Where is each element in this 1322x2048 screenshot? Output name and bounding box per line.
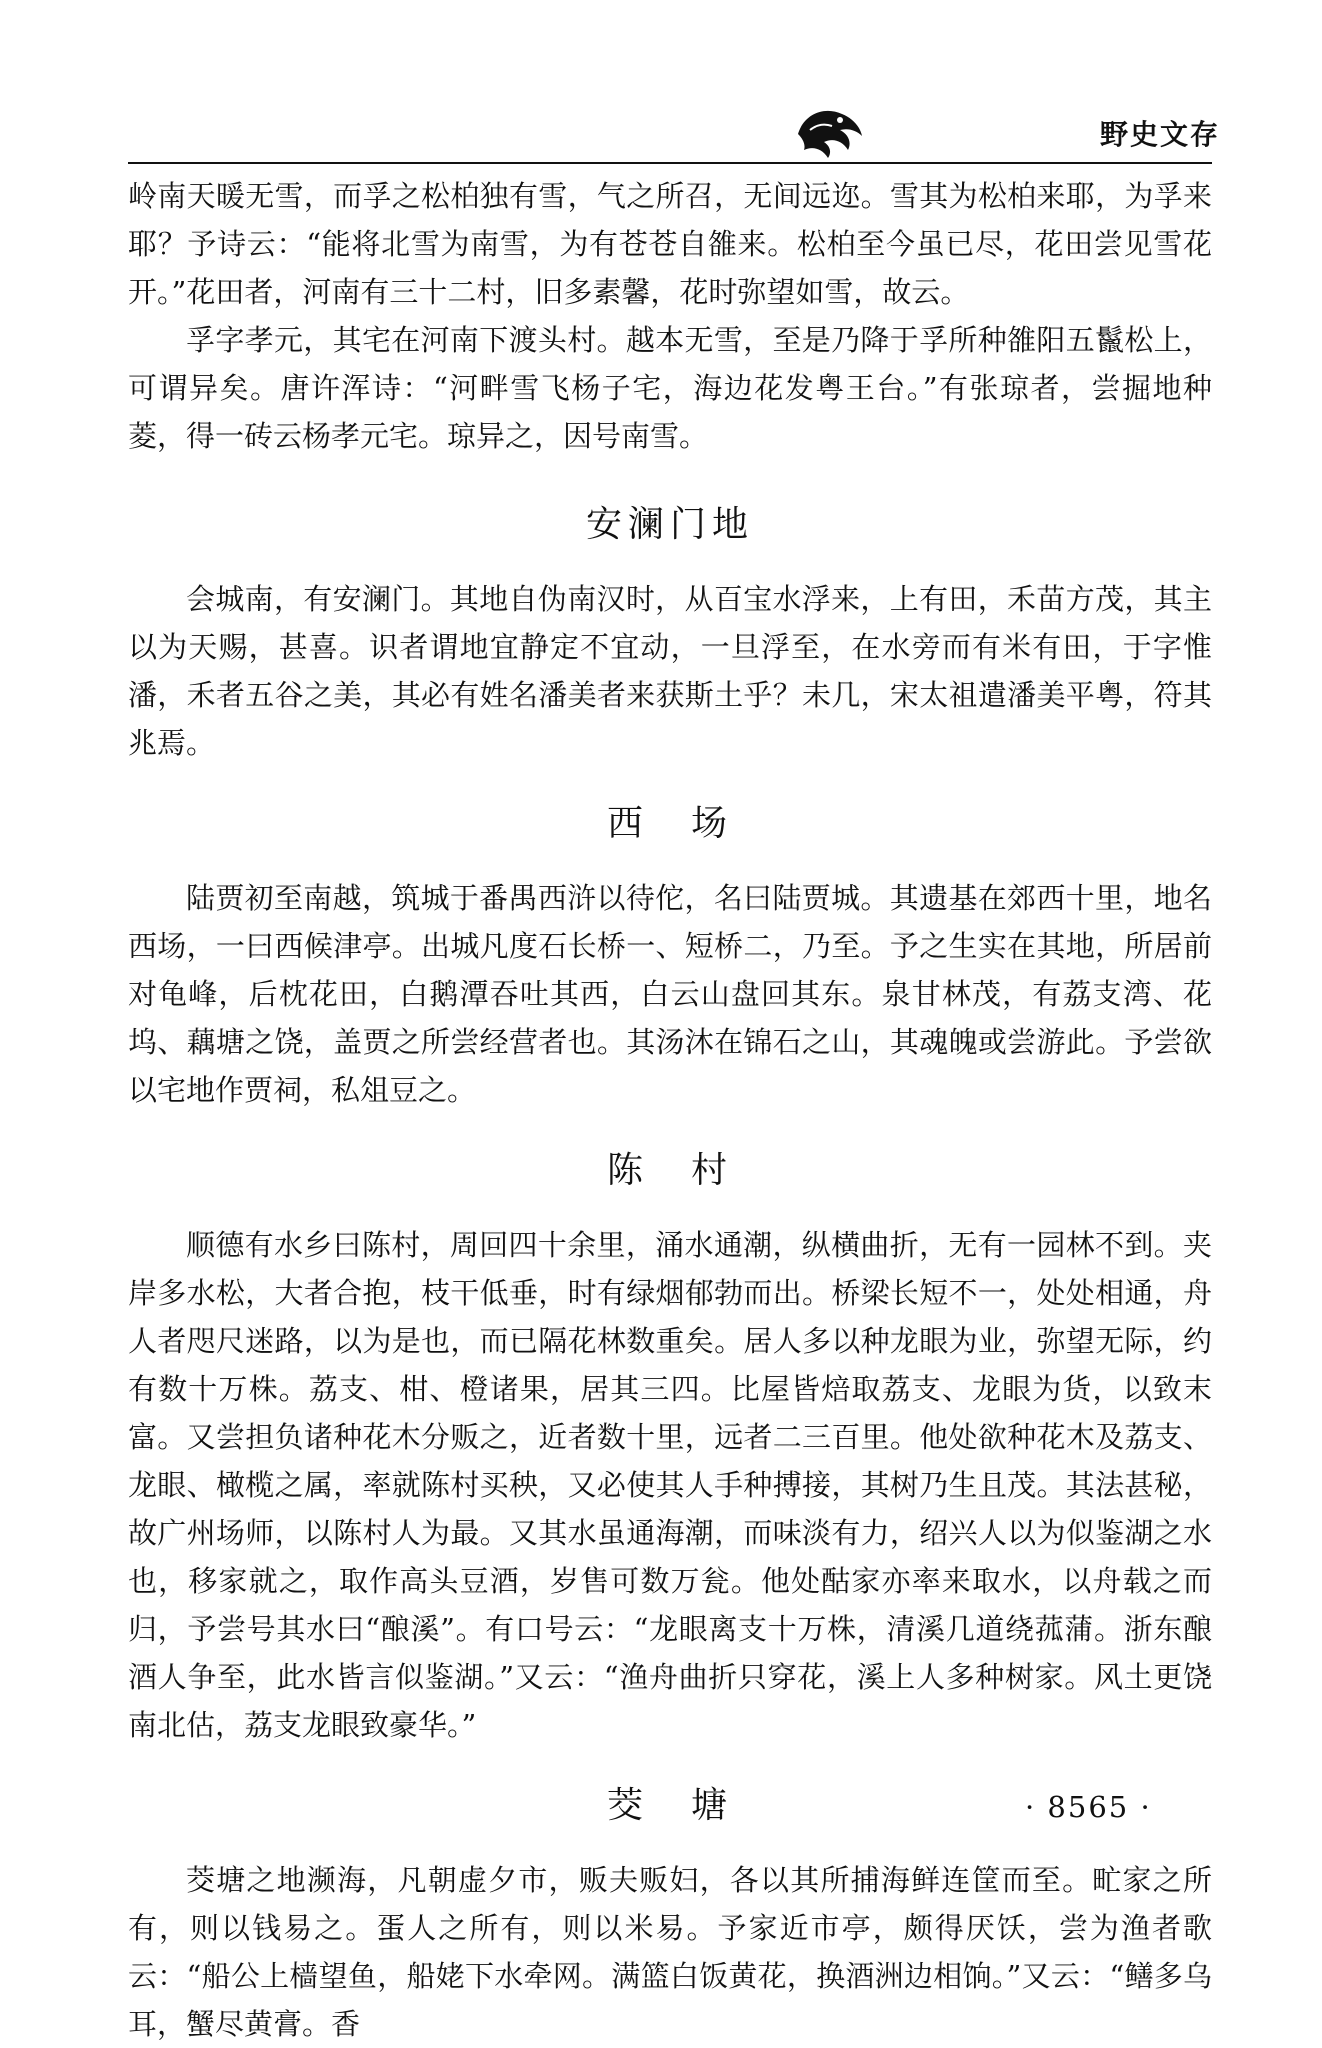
dragon-emblem-icon	[790, 100, 870, 160]
intro-paragraph-1: 岭南天暖无雪，而孚之松柏独有雪，气之所召，无间远迩。雪其为松柏来耶，为孚来耶？予诗云：“能将北雪为南雪，为有苍苍自雒来。松柏至今虽已尽，花田尝见雪花开。”花田者，河南有三十二村，旧多素馨，花时弥望如雪，故云。	[128, 179, 1212, 309]
section-body-chencun: 顺德有水乡曰陈村，周回四十余里，涌水通潮，纵横曲折，无有一园林不到。夹岸多水松，大者合抱，枝干低垂，时有绿烟郁勃而出。桥梁长短不一，处处相通，舟人者咫尺迷路，以为是也，而已隔花林数重矣。居人多以种龙眼为业，弥望无际，约有数十万株。荔支、柑、橙诸果，居其三四。比屋皆焙取荔支、龙眼为货，以致末富。又尝担负诸种花木分贩之，近者数十里，远者二三百里。他处欲种花木及荔支、龙眼、橄榄之属，率就陈村买秧，又必使其人手种搏接，其树乃生且茂。其法甚秘，故广州场师，以陈村人为最。又其水虽通海潮，而味淡有力，绍兴人以为似鉴湖之水也，移家就之，取作高头豆酒，岁售可数万瓮。他处酤家亦率来取水，以舟载之而归，予尝号其水曰“酿溪”。有口号云：“龙眼离支十万株，清溪几道绕菰蒲。浙东酿酒人争至，此水皆言似鉴湖。”又云：“渔舟曲折只穿花，溪上人多种树家。风土更饶南北估，荔支龙眼致豪华。”	[128, 1228, 1212, 1742]
section-title-jiaotang: 茭 塘	[606, 1785, 733, 1826]
series-title: 野史文存	[1100, 118, 1221, 151]
section-title-anlanmen: 安澜门地	[585, 504, 754, 545]
section-body-anlanmen: 会城南，有安澜门。其地自伪南汉时，从百宝水浮来，上有田，禾苗方茂，其主以为天赐，甚喜。识者谓地宜静定不宜动，一旦浮至，在水旁而有米有田，于字惟潘，禾者五谷之美，其必有姓名潘美者来获斯土乎？未几，宋太祖遣潘美平粤，符其兆焉。	[128, 582, 1212, 760]
section-body-jiaotang: 茭塘之地濒海，凡朝虚夕市，贩夫贩妇，各以其所捕海鲜连筐而至。甿家之所有，则以钱易之。蛋人之所有，则以米易。予家近市亭，颇得厌饫，尝为渔者歌云：“船公上樯望鱼，船姥下水牵网。满篮白饭黄花，换酒洲边相饷。”又云：“鳝多乌耳，蟹尽黄膏。香	[128, 1863, 1212, 2041]
section-title-chencun: 陈 村	[606, 1150, 733, 1191]
intro-paragraph-2: 孚字孝元，其宅在河南下渡头村。越本无雪，至是乃降于孚所种雒阳五鬣松上，可谓异矣。唐许浑诗：“河畔雪飞杨子宅，海边花发粤王台。”有张琼者，尝掘地种菱，得一砖云杨孝元宅。琼异之，因号南雪。	[128, 323, 1212, 453]
page-body	[128, 172, 1212, 2048]
section-title-xichang: 西 场	[606, 803, 733, 844]
page-header	[0, 0, 1322, 170]
section-body-xichang: 陆贾初至南越，筑城于番禺西浒以待佗，名曰陆贾城。其遗基在郊西十里，地名西场，一曰西候津亭。出城凡度石长桥一、短桥二，乃至。予之生实在其地，所居前对龟峰，后枕花田，白鹅潭吞吐其西，白云山盘回其东。泉甘林茂，有荔支湾、花坞、藕塘之饶，盖贾之所尝经营者也。其汤沐在锦石之山，其魂魄或尝游此。予尝欲以宅地作贾祠，私俎豆之。	[128, 881, 1212, 1107]
header-rule	[128, 162, 1212, 164]
page-number: · 8565 ·	[1025, 1790, 1152, 1824]
